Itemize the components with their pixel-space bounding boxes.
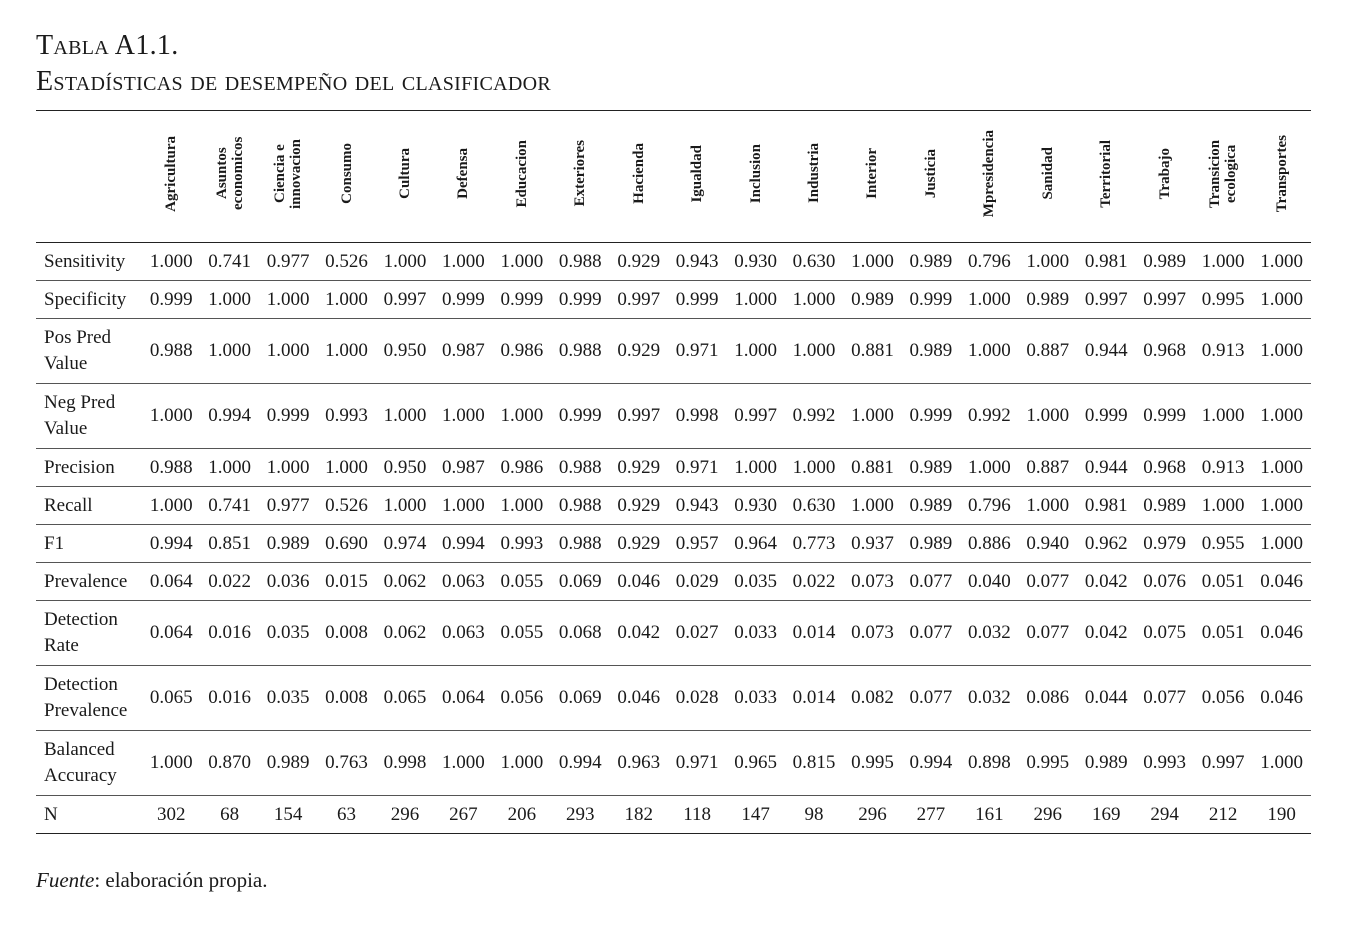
table-cell: 0.040 [967,570,1011,592]
table-cell: 147 [741,803,770,825]
table-cell: 1.000 [851,405,894,426]
table-cell: 0.035 [266,622,310,643]
table-cell: 0.999 [1143,405,1187,426]
table-cell: 0.989 [266,752,310,773]
table-cell: 0.077 [909,687,953,708]
table-cell: 1.000 [1260,288,1304,310]
column-header: Hacienda [630,143,647,204]
table-cell: 0.690 [325,532,368,554]
table-cell: 0.989 [909,250,953,272]
table-cell: 0.065 [383,687,427,708]
table-cell: 1.000 [1260,752,1304,773]
classifier-stats-table [36,110,1311,834]
table-cell: 1.000 [851,250,894,272]
table-cell: 0.986 [500,340,544,361]
table-cell: 0.022 [792,570,836,592]
table-cell: 1.000 [1260,340,1304,361]
table-cell: 0.989 [1143,250,1187,272]
table-cell: 0.995 [851,752,894,773]
table-cell: 0.008 [325,687,368,708]
table-cell: 0.950 [383,340,427,361]
table-cell: 1.000 [1260,532,1304,554]
row-label: Detection Prevalence [44,674,128,721]
table-cell: 1.000 [851,494,894,516]
table-cell: 0.971 [675,752,719,773]
table-cell: 0.044 [1084,687,1128,708]
table-cell: 169 [1091,803,1121,825]
column-header: Sanidad [1039,147,1056,200]
table-cell: 0.065 [149,687,193,708]
table-cell: 1.000 [208,456,252,478]
table-cell: 1.000 [442,405,485,426]
table-cell: 0.042 [1084,622,1128,643]
row-label: Sensitivity [44,250,126,272]
table-cell: 0.989 [909,494,953,516]
table-cell: 0.077 [1026,570,1070,592]
table-cell: 0.999 [558,288,602,310]
table-cell: 0.981 [1084,250,1128,272]
table-cell: 0.992 [792,405,836,426]
table-cell: 1.000 [383,494,427,516]
table-cell: 154 [273,803,303,825]
table-cell: 1.000 [792,340,836,361]
table-cell: 1.000 [383,405,427,426]
table-cell: 206 [507,803,537,825]
table-cell: 0.999 [442,288,485,310]
table-row [36,319,1311,384]
table-cell: 0.630 [792,494,836,516]
table-cell: 0.062 [383,622,427,643]
table-row [36,384,1311,449]
column-header: Inclusion [747,143,764,204]
table-cell: 0.063 [442,570,485,592]
row-label: F1 [44,532,65,554]
table-cell: 294 [1150,803,1179,825]
table-cell: 0.077 [1026,622,1070,643]
table-cell: 0.999 [558,405,602,426]
table-cell: 0.763 [325,752,368,773]
source-text: : elaboración propia. [94,868,268,892]
table-cell: 0.526 [325,250,368,272]
table-cell: 0.046 [1260,687,1304,708]
table-cell: 0.016 [208,687,252,708]
table-cell: 0.056 [500,687,544,708]
table-cell: 0.076 [1143,570,1187,592]
table-cell: 0.062 [383,570,427,592]
column-header: Transicion ecologica [1207,139,1240,208]
table-cell: 0.796 [967,250,1011,272]
table-cell: 0.999 [675,288,719,310]
row-label: Prevalence [44,570,128,592]
column-header: Cultura [396,148,413,199]
table-cell: 0.963 [617,752,661,773]
table-cell: 0.974 [383,532,427,554]
table-cell: 0.035 [734,570,777,592]
table-cell: 0.851 [208,532,252,554]
header-corner [36,111,142,243]
table-row [36,281,1311,319]
table-cell: 0.046 [617,687,661,708]
table-cell: 0.999 [149,288,193,310]
table-cell: 182 [624,803,653,825]
table-cell: 0.998 [383,752,427,773]
table-cell: 0.999 [909,288,953,310]
table-row [36,601,1311,666]
table-cell: 0.073 [851,570,894,592]
table-cell: 0.987 [442,340,485,361]
table-cell: 1.000 [500,752,544,773]
row-label: Precision [44,456,115,478]
table-body [36,243,1311,834]
table-cell: 0.995 [1026,752,1070,773]
table-cell: 0.069 [558,570,602,592]
table-cell: 0.997 [617,405,661,426]
table-cell: 0.971 [675,456,719,478]
row-label: N [44,803,58,825]
table-cell: 1.000 [149,405,193,426]
table-cell: 0.630 [792,250,836,272]
table-cell: 0.046 [617,570,661,592]
table-cell: 1.000 [500,494,544,516]
table-cell: 1.000 [1260,456,1304,478]
table-cell: 0.046 [1260,622,1304,643]
row-label: Recall [44,494,93,516]
table-cell: 0.943 [675,494,719,516]
table-row [36,525,1311,563]
table-cell: 0.887 [1026,340,1070,361]
table-cell: 0.042 [1084,570,1128,592]
table-cell: 0.989 [1143,494,1187,516]
table-cell: 1.000 [442,250,485,272]
table-cell: 0.046 [1260,570,1304,592]
table-cell: 0.986 [500,456,544,478]
table-cell: 0.064 [149,622,193,643]
table-cell: 0.981 [1084,494,1128,516]
table-cell: 0.796 [967,494,1011,516]
table-cell: 0.063 [442,622,485,643]
table-cell: 1.000 [208,340,252,361]
table-cell: 0.987 [442,456,485,478]
table-cell: 0.029 [675,570,719,592]
table-cell: 1.000 [1260,494,1304,516]
table-cell: 0.929 [617,532,661,554]
table-cell: 1.000 [325,288,368,310]
table-cell: 0.035 [266,687,310,708]
column-header: Trabajo [1156,147,1173,200]
table-cell: 0.989 [909,340,953,361]
table-cell: 0.027 [675,622,719,643]
table-cell: 0.077 [1143,687,1187,708]
table-cell: 0.082 [851,687,894,708]
table-row [36,563,1311,601]
table-cell: 0.999 [266,405,310,426]
table-cell: 0.075 [1143,622,1187,643]
table-cell: 1.000 [383,250,427,272]
table-cell: 0.068 [558,622,602,643]
table-cell: 0.028 [675,687,719,708]
table-cell: 63 [337,803,357,825]
table-cell: 1.000 [266,288,310,310]
source-note [36,868,268,893]
table-cell: 0.999 [500,288,544,310]
table-cell: 0.077 [909,622,953,643]
table-cell: 1.000 [500,405,544,426]
table-cell: 1.000 [149,494,193,516]
table-cell: 0.929 [617,340,661,361]
row-label: Neg Pred Value [44,392,116,439]
table-cell: 0.993 [500,532,544,554]
table-cell: 277 [916,803,946,825]
table-cell: 0.989 [909,456,953,478]
table-cell: 0.997 [734,405,777,426]
table-cell: 0.886 [967,532,1011,554]
table-cell: 0.999 [1084,405,1128,426]
table-cell: 0.994 [558,752,602,773]
table-cell: 1.000 [442,752,485,773]
row-label: Pos Pred Value [44,327,112,374]
table-cell: 0.055 [500,570,544,592]
table-cell: 0.968 [1143,340,1187,361]
table-cell: 1.000 [325,456,368,478]
table-title: Estadísticas de desempeño del clasificador [36,66,552,97]
table-cell: 0.989 [1026,288,1070,310]
table-cell: 1.000 [734,456,777,478]
table-cell: 1.000 [500,250,544,272]
column-header: Justicia [922,148,939,199]
table-cell: 0.999 [909,405,953,426]
table-cell: 1.000 [266,456,310,478]
table-cell: 0.773 [792,532,836,554]
table-label: Tabla A1.1. [36,30,179,61]
table-cell: 0.016 [208,622,252,643]
table-cell: 0.033 [734,687,777,708]
table-cell: 0.989 [909,532,953,554]
column-header: Territorial [1098,139,1115,208]
table-cell: 0.032 [967,687,1011,708]
table-cell: 1.000 [734,288,777,310]
table-cell: 0.870 [208,752,252,773]
table-cell: 0.988 [558,494,602,516]
table-cell: 1.000 [1260,405,1304,426]
table-cell: 0.913 [1201,456,1245,478]
table-cell: 68 [220,803,240,825]
table-cell: 1.000 [967,340,1011,361]
table-cell: 118 [683,803,712,825]
table-cell: 0.937 [851,532,894,554]
table-cell: 0.993 [325,405,368,426]
table-cell: 0.741 [208,250,252,272]
table-cell: 0.988 [149,456,193,478]
table-row [36,731,1311,796]
table-cell: 0.994 [442,532,485,554]
table-cell: 1.000 [208,288,252,310]
table-cell: 0.929 [617,494,661,516]
table-cell: 1.000 [442,494,485,516]
table-cell: 0.036 [266,570,310,592]
table-cell: 0.955 [1201,532,1245,554]
table-cell: 0.964 [734,532,777,554]
table-cell: 0.881 [851,456,894,478]
table-cell: 0.950 [383,456,427,478]
table-cell: 296 [1033,803,1063,825]
table-cell: 0.881 [851,340,894,361]
table-cell: 0.994 [909,752,953,773]
table-cell: 98 [804,803,824,825]
table-cell: 0.940 [1026,532,1070,554]
column-header: Exteriores [572,140,589,207]
table-cell: 0.069 [558,687,602,708]
row-label: Detection Rate [44,609,118,656]
table-cell: 1.000 [792,288,836,310]
table-cell: 0.943 [675,250,719,272]
table-cell: 0.815 [792,752,836,773]
table-cell: 267 [449,803,478,825]
table-cell: 293 [566,803,595,825]
table-cell: 296 [858,803,887,825]
table-cell: 0.064 [442,687,485,708]
table-cell: 1.000 [967,288,1011,310]
table-cell: 161 [975,803,1004,825]
table-cell: 302 [156,803,186,825]
table-cell: 0.887 [1026,456,1070,478]
table-cell: 0.988 [149,340,193,361]
table-row [36,487,1311,525]
table-cell: 0.022 [208,570,252,592]
table-cell: 0.077 [909,570,953,592]
table-caption [36,28,551,100]
table-cell: 0.930 [734,250,777,272]
table-cell: 1.000 [325,340,368,361]
column-header: Agricultura [163,135,180,212]
table-cell: 212 [1208,803,1238,825]
table-cell: 1.000 [1201,250,1245,272]
column-header: Interior [864,148,881,199]
table-cell: 0.014 [792,622,836,643]
table-cell: 1.000 [1201,494,1245,516]
table-cell: 0.086 [1026,687,1070,708]
table-cell: 0.997 [1201,752,1245,773]
table-cell: 1.000 [1201,405,1245,426]
table-cell: 0.944 [1084,456,1128,478]
table-cell: 0.989 [851,288,894,310]
table-cell: 1.000 [734,340,777,361]
table-cell: 1.000 [1026,405,1070,426]
table-cell: 0.073 [851,622,894,643]
table-cell: 0.997 [617,288,661,310]
table-cell: 0.988 [558,532,602,554]
table-cell: 0.929 [617,456,661,478]
table-row [36,449,1311,487]
table-cell: 0.989 [266,532,310,554]
table-cell: 0.032 [967,622,1011,643]
table-cell: 0.962 [1084,532,1128,554]
table-cell: 0.944 [1084,340,1128,361]
table-cell: 0.988 [558,250,602,272]
column-header: Educacion [513,139,530,208]
column-header: Industria [806,143,823,204]
table-cell: 0.993 [1143,752,1187,773]
table-cell: 1.000 [149,752,193,773]
table-cell: 0.997 [1084,288,1128,310]
table-cell: 0.064 [149,570,193,592]
table-cell: 0.979 [1143,532,1187,554]
column-header: Consumo [338,143,355,204]
table-cell: 0.994 [149,532,193,554]
table-cell: 0.042 [617,622,661,643]
table-cell: 0.033 [734,622,777,643]
table-cell: 0.015 [325,570,368,592]
table-cell: 0.014 [792,687,836,708]
table-cell: 0.988 [558,456,602,478]
table-cell: 0.971 [675,340,719,361]
table-cell: 0.989 [1084,752,1128,773]
table-cell: 1.000 [1026,494,1070,516]
table-cell: 1.000 [792,456,836,478]
table-cell: 0.957 [675,532,719,554]
column-header: Defensa [455,148,472,199]
table-cell: 0.898 [967,752,1011,773]
table-cell: 0.051 [1201,622,1245,643]
table-cell: 1.000 [149,250,193,272]
source-label: Fuente [36,868,95,892]
table-cell: 1.000 [266,340,310,361]
column-header: Mpresidencia [981,129,998,218]
table-cell: 0.056 [1201,687,1245,708]
table-cell: 0.008 [325,622,368,643]
table-cell: 0.051 [1201,570,1245,592]
row-label: Balanced Accuracy [44,739,117,786]
table-cell: 0.998 [675,405,719,426]
table-cell: 0.997 [1143,288,1187,310]
table-cell: 0.913 [1201,340,1245,361]
column-header: Igualdad [689,144,706,203]
table-cell: 0.988 [558,340,602,361]
table-cell: 296 [390,803,420,825]
table-cell: 1.000 [967,456,1011,478]
table-cell: 1.000 [1026,250,1070,272]
table-cell: 0.995 [1201,288,1245,310]
column-header: Transportes [1273,134,1290,213]
table-cell: 0.997 [383,288,427,310]
table-cell: 0.526 [325,494,368,516]
table-cell: 0.992 [967,405,1011,426]
table-cell: 0.930 [734,494,777,516]
table-cell: 0.741 [208,494,252,516]
table-cell: 0.965 [734,752,777,773]
table-cell: 0.968 [1143,456,1187,478]
header-row [36,111,1311,243]
table-cell: 0.977 [266,494,310,516]
table-cell: 0.977 [266,250,310,272]
table-row [36,796,1311,834]
column-header: Asuntos economicos [213,136,246,211]
row-label: Specificity [44,288,127,310]
table-cell: 1.000 [1260,250,1304,272]
table-cell: 0.994 [208,405,252,426]
table-cell: 0.929 [617,250,661,272]
table-row [36,666,1311,731]
column-header: Ciencia e innovacion [272,138,305,209]
table-cell: 0.055 [500,622,544,643]
table-cell: 190 [1267,803,1296,825]
table-row [36,243,1311,281]
